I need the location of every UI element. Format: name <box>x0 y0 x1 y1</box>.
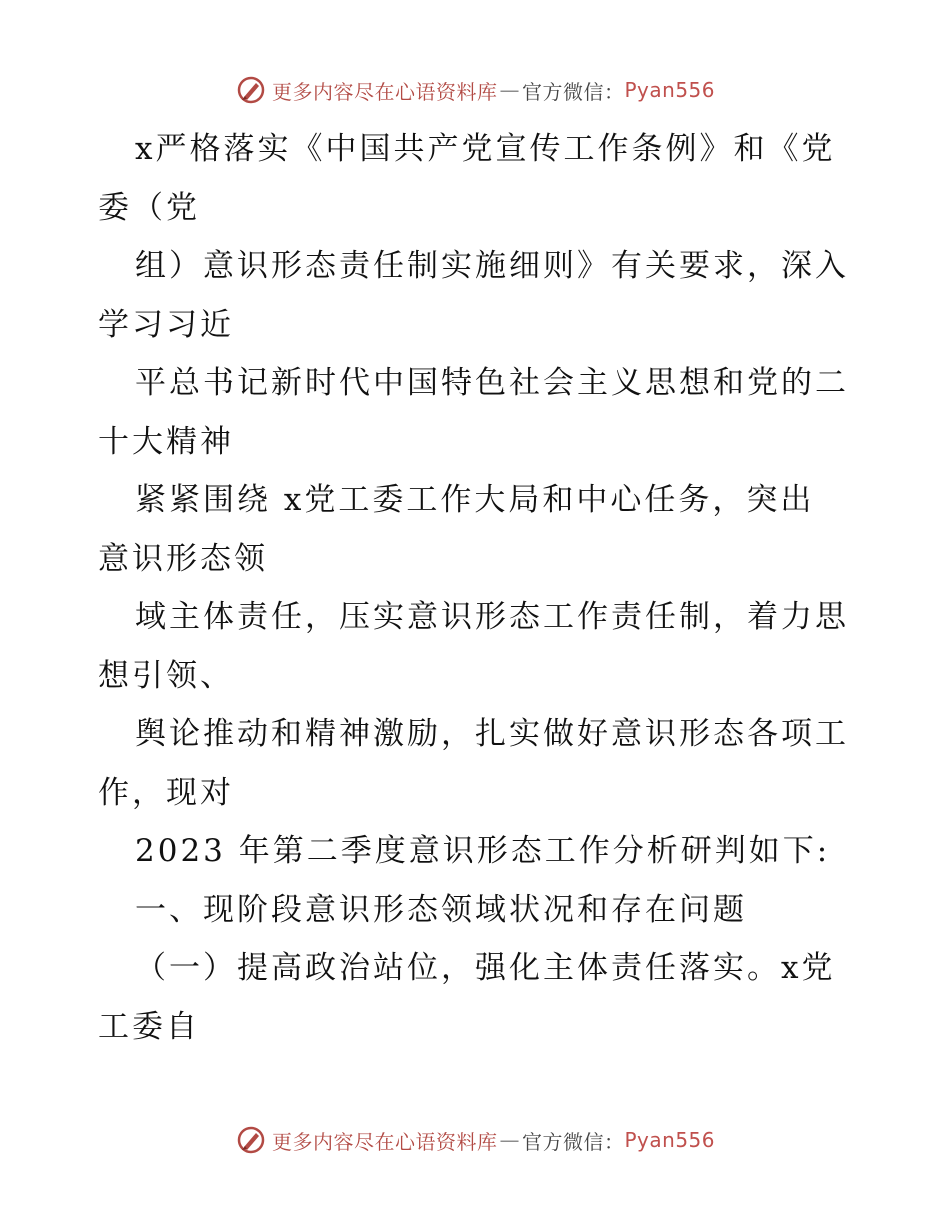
text-line: 平总书记新时代中国特色社会主义思想和党的二 <box>135 365 849 401</box>
header-watermark <box>236 73 715 107</box>
text-line: 委（党 <box>98 189 200 226</box>
watermark-id: Pyan556 <box>624 78 716 102</box>
watermark-tail: 官方微信： <box>522 79 625 104</box>
watermark-text: 更多内容尽在心语资料库 <box>272 79 498 104</box>
text-line: 一、现阶段意识形态领域状况和存在问题 <box>135 891 747 928</box>
text-line: 十大精神 <box>98 423 234 460</box>
text-line: x严格落实《中国共产党宣传工作条例》和《党 <box>135 131 836 167</box>
pen-logo-icon <box>236 1125 266 1155</box>
text-line: 域主体责任，压实意识形态工作责任制，着力思 <box>135 599 849 635</box>
text-line: 学习习近 <box>98 306 234 343</box>
text-line: 组）意识形态责任制实施细则》有关要求，深入 <box>135 248 849 284</box>
watermark-dash: — <box>499 1128 520 1152</box>
text-line: 紧紧围绕 x党工委工作大局和中心任务，突出 <box>135 482 815 518</box>
document-body <box>98 120 858 1056</box>
pen-logo-icon <box>236 75 266 105</box>
footer-watermark <box>236 1123 715 1157</box>
watermark-dash: — <box>499 78 520 102</box>
watermark-text: 更多内容尽在心语资料库 <box>272 1129 498 1154</box>
watermark-id: Pyan556 <box>624 1128 716 1152</box>
text-line: 舆论推动和精神激励，扎实做好意识形态各项工 <box>135 716 849 752</box>
watermark-tail: 官方微信： <box>522 1129 625 1154</box>
text-line: 作，现对 <box>98 774 234 811</box>
text-line: 想引领、 <box>98 657 234 694</box>
text-line: 意识形态领 <box>98 540 268 577</box>
text-line: 2023 年第二季度意识形态工作分析研判如下: <box>135 833 831 869</box>
text-line: （一）提高政治站位，强化主体责任落实。x党 <box>135 950 836 986</box>
text-line: 工委自 <box>98 1008 200 1045</box>
